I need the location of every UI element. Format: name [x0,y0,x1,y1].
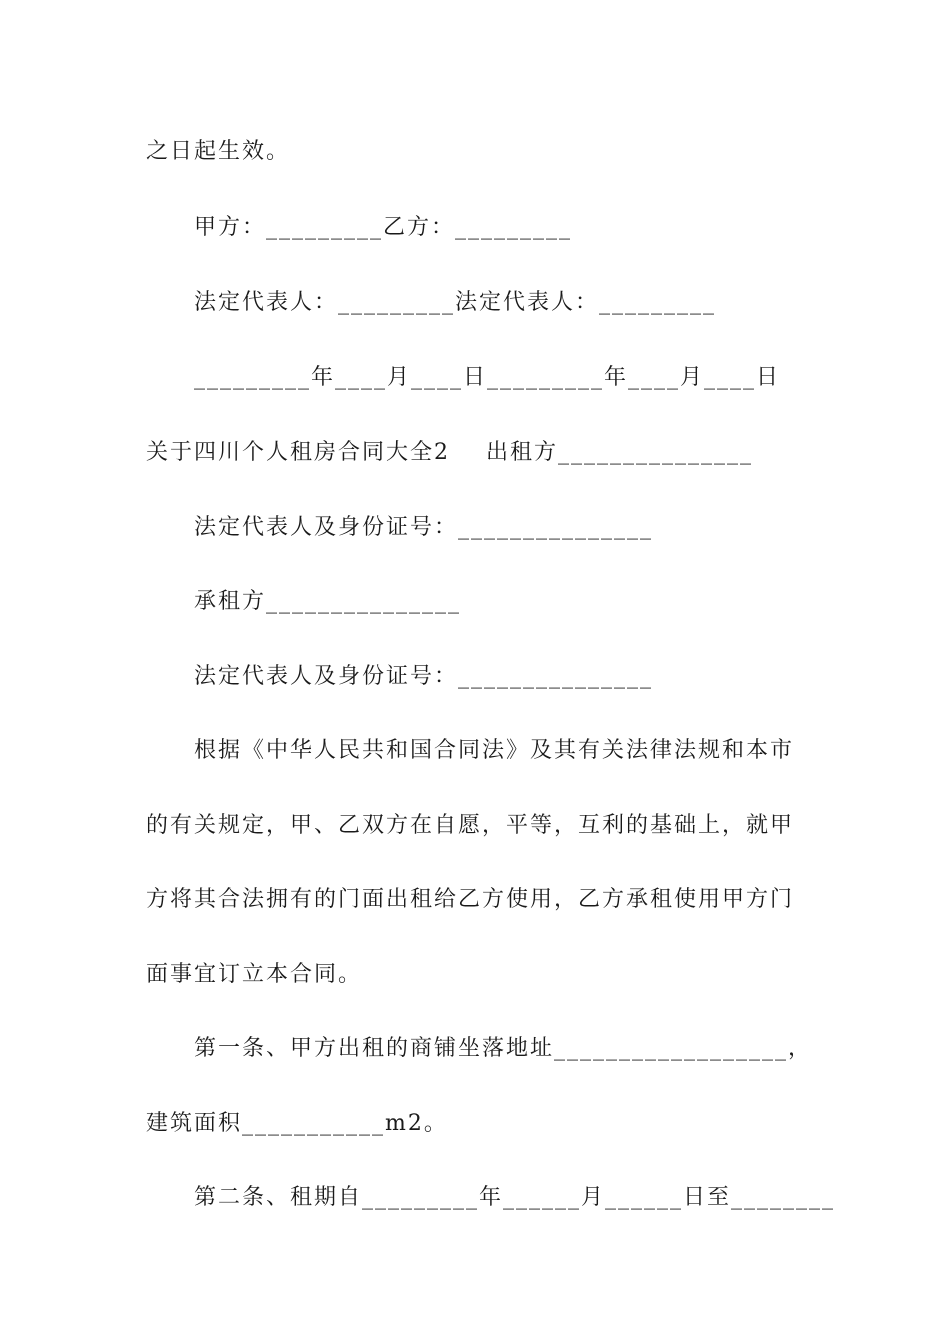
text-line-lessor-representative-id: 法定代表人及身份证号：_______________ [194,515,654,540]
text-line-party-names: 甲方：_________乙方：_________ [194,215,573,240]
text-line-preamble-3: 方将其合法拥有的门面出租给乙方使用，乙方承租使用甲方门 [146,887,795,912]
text-line-preamble-1: 根据《中华人民共和国合同法》及其有关法律法规和本市 [194,738,795,763]
text-line-lessee-representative-id: 法定代表人及身份证号：_______________ [194,664,654,689]
text-line-lessee: 承租方_______________ [194,589,462,614]
text-line-preamble-2: 的有关规定，甲、乙双方在自愿，平等，互利的基础上，就甲 [146,813,795,838]
text-line-article-2-term: 第二条、租期自_________年______月______日至________ [194,1185,836,1210]
text-line-preamble-4: 面事宜订立本合同。 [146,962,363,987]
text-line-article-1-area: 建筑面积___________m2。 [146,1111,448,1136]
text-line-contract-title-lessor: 关于四川个人租房合同大全2 出租方_______________ [146,440,753,465]
text-line-legal-representatives: 法定代表人：_________法定代表人：_________ [194,290,717,315]
text-line-effective: 之日起生效。 [146,139,291,164]
text-line-signing-dates: _________年____月____日_________年____月____日 [194,365,781,390]
text-line-article-1-address: 第一条、甲方出租的商铺坐落地址__________________， [194,1036,813,1061]
